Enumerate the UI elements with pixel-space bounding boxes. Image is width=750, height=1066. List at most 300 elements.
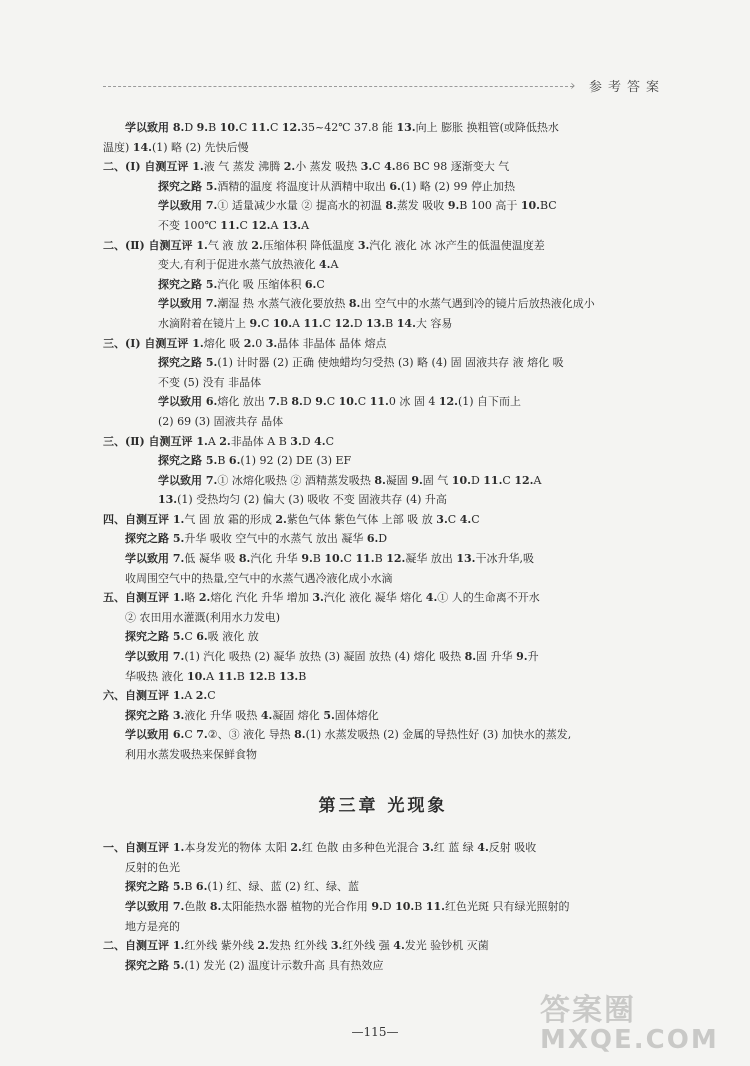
item-label: 12.	[438, 395, 458, 409]
item-label: 7.	[205, 199, 218, 213]
answer-text: C	[502, 473, 515, 487]
item-label: 学以致用	[158, 473, 206, 487]
answer-text: D	[184, 121, 197, 134]
answer-line	[103, 877, 663, 897]
section-heading: 一、自测互评	[103, 841, 173, 855]
item-label: 13.	[281, 218, 302, 232]
item-label: 12.	[251, 218, 271, 232]
answer-line	[103, 275, 663, 295]
answer-line	[103, 745, 663, 765]
answer-text: B	[267, 669, 280, 683]
answer-text: 压缩体积 降低温度	[262, 238, 358, 252]
section-heading: 五、自测互评	[103, 591, 173, 605]
answer-text: ① 适量减少水量 ② 提高水的初温	[217, 199, 386, 213]
answer-text: (1) 计时器 (2) 正确 使烛蜡均匀受热 (3) 略 (4) 固 固液共存 液 熔化 吸	[217, 356, 564, 370]
section-heading: 二、自测互评	[103, 939, 173, 953]
answer-line	[103, 858, 663, 878]
answer-text: (2) 69 (3) 固液共存 晶体	[158, 414, 284, 428]
section-heading: 三、(Ⅰ) 自测互评	[103, 336, 193, 350]
answer-text: 太阳能热水器 植物的光合作用	[221, 899, 372, 913]
answer-line	[103, 471, 663, 491]
item-label: 2.	[283, 160, 296, 174]
header-label: 参考答案	[589, 80, 666, 95]
answer-text: C	[184, 728, 197, 742]
answer-text: B	[184, 880, 196, 894]
answer-line	[103, 627, 663, 647]
answer-text: C	[326, 395, 339, 409]
answer-text: B	[279, 395, 292, 409]
answer-line	[103, 412, 663, 432]
answer-text: (1) 水蒸发吸热 (2) 金属的导热性好 (3) 加快水的蒸发,	[305, 728, 572, 742]
item-label: 学以致用	[125, 650, 173, 664]
answer-text: C	[269, 121, 282, 134]
item-label: 2.	[290, 841, 302, 855]
answer-text: (1) 略 (2) 先快后慢	[151, 140, 249, 154]
answer-text: A	[292, 316, 304, 330]
item-label: 4.	[459, 512, 472, 526]
item-label: 9.	[196, 121, 209, 134]
item-label: 学以致用	[125, 121, 173, 134]
answer-text: 红外线 强	[342, 939, 394, 953]
answer-text: 低 凝华 吸	[184, 552, 239, 566]
answer-text: 潮湿 热 水蒸气液化要放热	[217, 297, 349, 311]
item-label: 10.	[219, 121, 239, 134]
watermark	[540, 985, 719, 1055]
answer-text: C	[372, 160, 385, 174]
item-label: 11.	[483, 473, 503, 487]
item-label: 9.	[301, 552, 313, 566]
item-label: 8.	[374, 473, 386, 487]
item-label: 7.	[172, 650, 185, 664]
item-label: 4.	[425, 591, 438, 605]
item-label: 4.	[477, 841, 489, 855]
item-label: 9.	[249, 316, 261, 330]
answer-text: 紫色气体 紫色气体 上部 吸 放	[286, 512, 437, 526]
answer-text: D	[470, 473, 484, 487]
answer-line	[103, 236, 663, 256]
item-label: 4.	[314, 434, 326, 448]
answer-text: 非晶体 A B	[230, 434, 291, 448]
answer-line	[103, 549, 663, 569]
answer-line	[103, 917, 663, 937]
answer-text: 液 气 蒸发 沸腾	[203, 160, 284, 174]
item-label: 9.	[447, 199, 460, 213]
answer-text: 凝固	[385, 473, 412, 487]
item-label: 2.	[251, 238, 263, 252]
answer-text: ②、③ 液化 导热	[207, 728, 295, 742]
item-label: 3.	[172, 708, 185, 722]
item-label: 2.	[275, 512, 287, 526]
item-label: 7.	[205, 297, 218, 311]
item-label: 5.	[172, 532, 185, 546]
item-label: 学以致用	[158, 199, 206, 213]
answer-text: 气 固 放 霜的形成	[184, 512, 276, 526]
answer-line	[103, 177, 663, 197]
answer-text: A	[207, 434, 220, 448]
item-label: 8.	[464, 650, 477, 664]
answer-text: 收周围空气中的热量,空气中的水蒸气遇冷液化成小水滴	[125, 571, 393, 585]
answer-line	[103, 686, 663, 706]
answer-line	[103, 608, 663, 628]
answer-text: 熔化 放出	[217, 395, 269, 409]
item-label: 8.	[385, 199, 397, 213]
item-label: 12.	[334, 316, 354, 330]
answer-text: 晶体 非晶体 晶体 熔点	[277, 336, 387, 350]
answer-text: BC	[540, 199, 557, 213]
answer-line	[103, 118, 663, 138]
item-label: 4.	[384, 160, 396, 174]
item-label: 12.	[248, 669, 268, 683]
item-label: 6.	[172, 728, 185, 742]
item-label: 3.	[312, 591, 324, 605]
answer-line	[103, 216, 663, 236]
item-label: 9.	[371, 899, 383, 913]
item-label: 6.	[228, 454, 241, 468]
item-label: 1.	[192, 336, 204, 350]
answer-text: C	[316, 277, 325, 291]
item-label: 探究之路	[125, 630, 173, 644]
answer-text: 红外线 紫外线	[184, 939, 258, 953]
section-heading: 三、(Ⅱ) 自测互评	[103, 434, 197, 448]
chapter-title: 第三章 光现象	[318, 795, 448, 816]
answer-line	[103, 647, 663, 667]
answer-line	[103, 373, 663, 393]
item-label: 5.	[205, 277, 218, 291]
answer-text: 气 液 放	[207, 238, 252, 252]
item-label: 5.	[172, 958, 185, 972]
item-label: 学以致用	[158, 395, 206, 409]
answer-line	[103, 936, 663, 956]
item-label: 学以致用	[125, 899, 173, 913]
answer-line	[103, 510, 663, 530]
answer-text: ② 农田用水灌溉(利用水力发电)	[125, 610, 281, 624]
section-heading: 六、自测互评	[103, 689, 173, 703]
item-label: 1.	[172, 841, 185, 855]
item-label: 14.	[396, 316, 416, 330]
answer-text: C	[447, 512, 460, 526]
answer-text: 固体熔化	[334, 708, 379, 722]
item-label: 12.	[514, 473, 534, 487]
answer-text: (1) 汽化 吸热 (2) 凝华 放热 (3) 凝固 放热 (4) 熔化 吸热	[184, 650, 465, 664]
item-label: 8.	[348, 297, 361, 311]
answer-text: 凝华 放出	[405, 552, 457, 566]
item-label: 3.	[360, 160, 373, 174]
answer-text: 出 空气中的水蒸气遇到冷的镜片后放热液化成小	[360, 297, 595, 311]
item-label: 7.	[196, 728, 208, 742]
item-label: 13.	[396, 121, 416, 134]
answer-text: ① 人的生命离不开水	[437, 591, 540, 605]
section-heading: 二、(Ⅰ) 自测互评	[103, 160, 193, 174]
item-label: 3.	[436, 512, 448, 526]
answer-text: C	[343, 552, 356, 566]
item-label: 2.	[219, 434, 231, 448]
answer-text: (1) 红、绿、蓝 (2) 红、绿、蓝	[207, 880, 360, 894]
answer-line	[103, 353, 663, 373]
answer-line	[103, 529, 663, 549]
answer-text: B	[217, 454, 229, 468]
answer-block-chapter-3	[103, 838, 663, 975]
item-label: 6.	[366, 532, 379, 546]
item-label: 11.	[220, 218, 240, 232]
answer-text: 小 蒸发 吸热	[295, 160, 361, 174]
answer-text: C	[184, 630, 197, 644]
item-label: 6.	[304, 277, 317, 291]
answer-line	[103, 334, 663, 354]
item-label: 11.	[217, 669, 237, 683]
answer-text: A	[270, 218, 282, 232]
answer-text: ① 冰熔化吸热 ② 酒精蒸发吸热	[217, 473, 375, 487]
answer-text: 汽化 吸 压缩体积	[217, 277, 305, 291]
section-heading: 四、自测互评	[103, 512, 173, 526]
item-label: 9.	[516, 650, 528, 664]
item-label: 8.	[294, 728, 306, 742]
answer-text: B	[312, 552, 325, 566]
item-label: 3.	[265, 336, 278, 350]
answer-text: C	[238, 121, 251, 134]
answer-text: 升	[527, 650, 539, 664]
answer-content	[103, 118, 663, 975]
answer-text: B	[208, 121, 220, 134]
watermark-line-1: 答案圈	[540, 993, 636, 1028]
answer-text: B 100 高于	[459, 199, 521, 213]
item-label: 学以致用	[125, 552, 173, 566]
item-label: 3.	[290, 434, 302, 448]
item-label: 2.	[257, 939, 269, 953]
answer-text: 向上 膨胀 换粗管(或降低热水	[415, 121, 559, 134]
item-label: 1.	[172, 939, 185, 953]
answer-text: D	[301, 434, 315, 448]
item-label: 1.	[196, 238, 208, 252]
answer-text: C	[322, 316, 335, 330]
item-label: 探究之路	[158, 277, 206, 291]
item-label: 11.	[369, 395, 389, 409]
answer-line	[103, 196, 663, 216]
item-label: 1.	[172, 591, 185, 605]
answer-line	[103, 897, 663, 917]
item-label: 6.	[205, 395, 218, 409]
answer-text: 反射 吸收	[488, 841, 537, 855]
item-label: 11.	[355, 552, 375, 566]
answer-text: A	[330, 258, 339, 272]
item-label: 8.	[238, 552, 251, 566]
watermark-line-2: MXQE.COM	[540, 1025, 719, 1055]
item-label: 探究之路	[158, 454, 206, 468]
answer-text: 固 气	[422, 473, 452, 487]
answer-text: D	[353, 316, 367, 330]
item-label: 11.	[250, 121, 270, 134]
answer-text: A	[206, 669, 218, 683]
item-label: 2.	[195, 689, 208, 703]
item-label: 9.	[315, 395, 327, 409]
answer-text: C	[357, 395, 370, 409]
answer-text: 酒精的温度 将温度计从酒精中取出	[217, 179, 390, 193]
item-label: 11.	[425, 899, 445, 913]
answer-text: 汽化 升华	[250, 552, 302, 566]
answer-text: 红 蓝 绿	[433, 841, 478, 855]
answer-text: 不变 100℃	[158, 218, 221, 232]
answer-text: 蒸发 吸收	[396, 199, 448, 213]
item-label: 5.	[172, 630, 185, 644]
item-label: 2.	[243, 336, 256, 350]
answer-text: 0	[255, 336, 266, 350]
item-label: 10.	[338, 395, 358, 409]
page-number: —115—	[351, 1025, 399, 1039]
item-label: 3.	[357, 238, 370, 252]
item-label: 9.	[411, 473, 423, 487]
item-label: 3.	[422, 841, 434, 855]
answer-text: C	[207, 689, 216, 703]
answer-text: 华吸热 液化	[125, 669, 187, 683]
answer-text: 利用水蒸发吸热来保鲜食物	[125, 748, 257, 761]
item-label: 7.	[172, 552, 185, 566]
answer-text: B	[298, 669, 307, 683]
answer-line	[103, 706, 663, 726]
section-heading: 二、(Ⅱ) 自测互评	[103, 238, 197, 252]
item-label: 4.	[393, 939, 405, 953]
item-label: 13.	[366, 316, 386, 330]
answer-line	[103, 956, 663, 976]
answer-text: C	[260, 316, 273, 330]
answer-text: A	[301, 218, 310, 232]
answer-text: C	[325, 434, 335, 448]
answer-text: (1) 自下而上	[457, 395, 522, 409]
answer-text: D	[378, 532, 388, 546]
answer-line	[103, 255, 663, 275]
item-label: 8.	[209, 899, 222, 913]
item-label: 10.	[451, 473, 471, 487]
item-label: 探究之路	[125, 708, 173, 722]
answer-text: D	[382, 899, 396, 913]
answer-text: A	[533, 473, 542, 487]
item-label: 学以致用	[125, 728, 173, 742]
item-label: 5.	[172, 880, 185, 894]
header-arrow-icon: ›	[570, 78, 576, 94]
item-label: 探究之路	[125, 958, 173, 972]
answer-text: C	[471, 512, 480, 526]
answer-text: 地方是亮的	[125, 919, 180, 933]
item-label: 10.	[395, 899, 415, 913]
item-label: 10.	[187, 669, 207, 683]
answer-text: B	[236, 669, 249, 683]
item-label: 1.	[172, 512, 185, 526]
item-label: 探究之路	[125, 880, 173, 894]
answer-line	[103, 294, 663, 314]
answer-text: B	[414, 899, 426, 913]
answer-text: 0 冰 固 4	[388, 395, 439, 409]
item-label: 探究之路	[125, 532, 173, 546]
answer-block-chapter-2	[103, 118, 663, 765]
answer-text: D	[302, 395, 316, 409]
item-label: 14.	[132, 140, 152, 154]
answer-line	[103, 451, 663, 471]
item-label: 10.	[324, 552, 344, 566]
item-label: 探究之路	[158, 179, 206, 193]
item-label: 7.	[205, 473, 218, 487]
item-label: 13.	[456, 552, 476, 566]
answer-text: C	[239, 218, 252, 232]
item-label: 7.	[172, 899, 185, 913]
answer-text: 升华 吸收 空气中的水蒸气 放出 凝华	[184, 532, 367, 546]
item-label: 4.	[319, 258, 331, 272]
item-label: 12.	[386, 552, 406, 566]
item-label: 10.	[520, 199, 541, 213]
answer-text: 35~42℃ 37.8 能	[301, 121, 397, 134]
item-label: 7.	[268, 395, 280, 409]
item-label: 13.	[158, 493, 178, 507]
answer-text: 反射的色光	[125, 860, 180, 874]
item-label: 5.	[205, 356, 218, 370]
answer-text: 本身发光的物体 太阳	[184, 841, 291, 855]
answer-text: 水滴附着在镜片上	[158, 316, 250, 330]
answer-text: 汽化 液化 凝华 熔化	[323, 591, 426, 605]
item-label: 6.	[196, 630, 208, 644]
answer-line	[103, 138, 663, 158]
item-label: 探究之路	[158, 356, 206, 370]
item-label: 5.	[205, 179, 218, 193]
answer-line	[103, 838, 663, 858]
answer-text: (1) 92 (2) DE (3) EF	[240, 454, 352, 468]
item-label: 6.	[389, 179, 401, 193]
answer-line	[103, 569, 663, 589]
answer-text: 红 色散 由多种色光混合	[301, 841, 423, 855]
item-label: 1.	[196, 434, 208, 448]
answer-line	[103, 588, 663, 608]
answer-text: 固 升华	[476, 650, 517, 664]
answer-text: (1) 发光 (2) 温度计示数升高 具有热效应	[184, 958, 384, 972]
item-label: 5.	[323, 708, 335, 722]
answer-line	[103, 490, 663, 510]
answer-line	[103, 314, 663, 334]
answer-text: (1) 受热均匀 (2) 偏大 (3) 吸收 不变 固液共存 (4) 升高	[177, 493, 447, 507]
answer-text: A	[184, 689, 196, 703]
answer-text: 汽化 液化 冰 冰产生的低温使温度差	[369, 238, 545, 252]
answer-line	[103, 432, 663, 452]
item-label: 1.	[192, 160, 204, 174]
answer-text: 色散	[184, 899, 210, 913]
answer-text: 发光 验钞机 灭菌	[404, 939, 489, 953]
answer-text: 熔化 吸	[203, 336, 244, 350]
item-label: 6.	[195, 880, 208, 894]
answer-line	[103, 392, 663, 412]
header-rule	[103, 86, 573, 87]
answer-line	[103, 667, 663, 687]
item-label: 11.	[303, 316, 323, 330]
answer-text: 不变 (5) 没有 非晶体	[158, 375, 262, 389]
answer-text: 变大,有利于促进水蒸气放热液化	[158, 258, 319, 272]
item-label: 2.	[198, 591, 211, 605]
answer-text: 发热 红外线	[268, 939, 331, 953]
item-label: 1.	[172, 689, 185, 703]
answer-text: 吸 液化 放	[207, 630, 259, 644]
answer-text: 86 BC 98 逐渐变大 气	[395, 160, 510, 174]
item-label: 4.	[260, 708, 273, 722]
item-label: 3.	[330, 939, 343, 953]
answer-text: 液化 升华 吸热	[184, 708, 261, 722]
answer-text: 干冰升华,吸	[475, 552, 534, 566]
answer-text: 大 容易	[415, 316, 453, 330]
item-label: 8.	[172, 121, 185, 134]
item-label: 8.	[291, 395, 303, 409]
answer-text: 红色光斑 只有绿光照射的	[445, 899, 570, 913]
item-label: 12.	[281, 121, 301, 134]
item-label: 10.	[272, 316, 293, 330]
answer-text: 熔化 汽化 升华 增加	[210, 591, 313, 605]
answer-text: B	[374, 552, 387, 566]
item-label: 学以致用	[158, 297, 206, 311]
answer-text: 凝固 熔化	[272, 708, 324, 722]
item-label: 5.	[205, 454, 218, 468]
item-label: 13.	[279, 669, 299, 683]
